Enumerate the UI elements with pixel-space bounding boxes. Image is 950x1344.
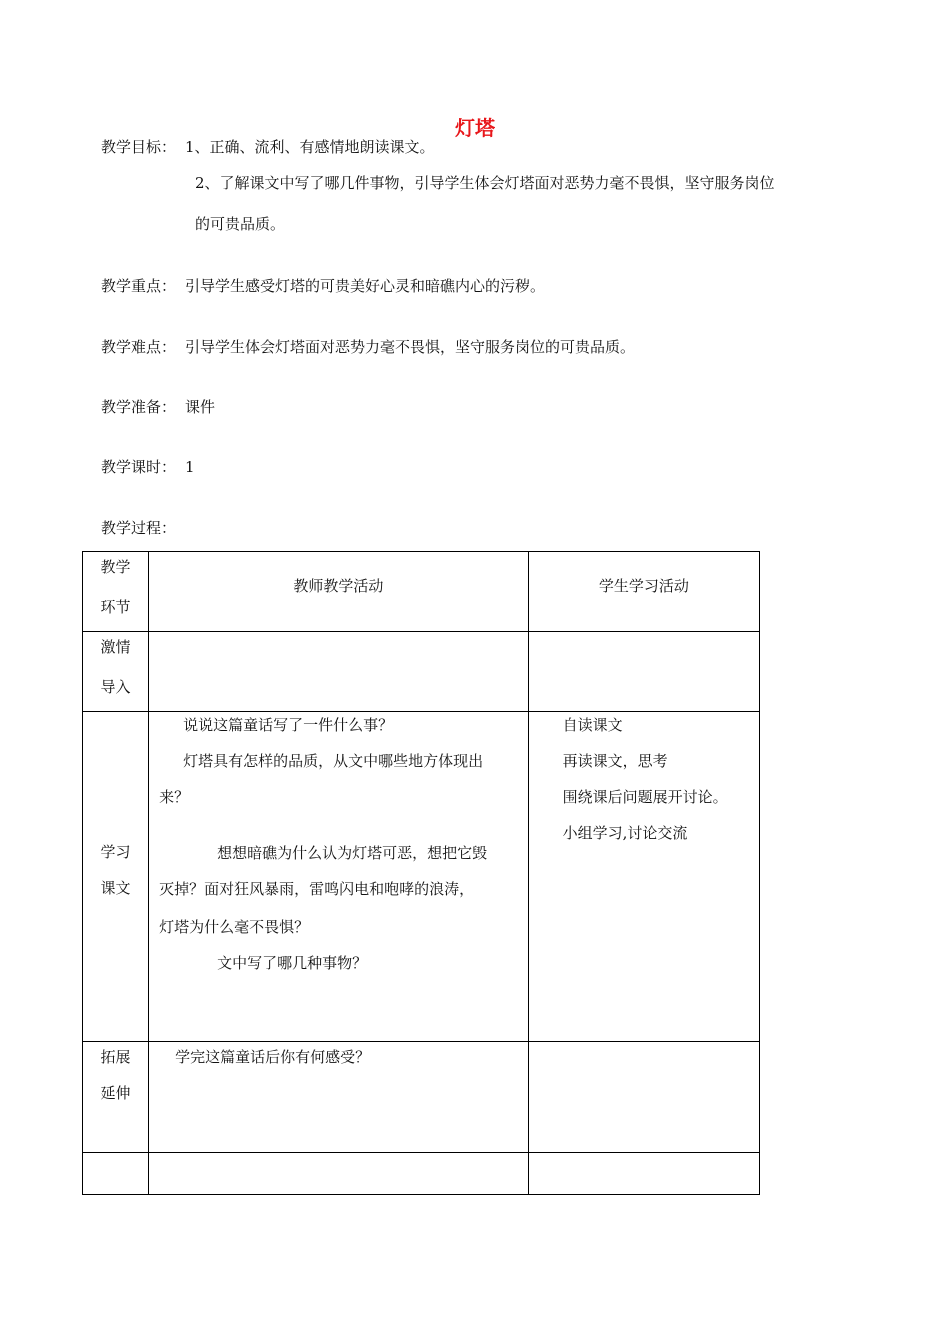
student-activity-cell (528, 632, 759, 712)
process-label: 教学过程： (101, 519, 177, 537)
key-point-label: 教学重点： (101, 277, 177, 295)
teacher-activity-cell (149, 1042, 529, 1153)
teacher-activity-line: 文中写了哪几种事物？ (217, 954, 368, 972)
student-activity-cell (528, 712, 759, 1042)
teaching-process-table (82, 551, 760, 1195)
table-row (83, 712, 760, 1042)
stage-line-1: 激情 (100, 638, 131, 656)
objective-item-1: 1、正确、流利、有感情地朗读课文。 (185, 138, 435, 156)
stage-cell (83, 632, 149, 712)
teacher-activity-line: 学完这篇童话后你有何感受？ (175, 1048, 371, 1066)
stage-cell (83, 1042, 149, 1153)
periods-text: 1 (185, 458, 195, 476)
teacher-activity-line: 灭掉？面对狂风暴雨，雷鸣闪电和咆哮的浪涛， (159, 880, 475, 898)
preparation-label: 教学准备： (101, 398, 177, 416)
stage-cell (83, 712, 149, 1042)
student-activity-line: 自读课文 (562, 716, 623, 734)
student-activity-cell (528, 1042, 759, 1153)
difficulty-text: 引导学生体会灯塔面对恶势力毫不畏惧，坚守服务岗位的可贵品质。 (185, 338, 636, 356)
teacher-activity-cell (149, 712, 529, 1042)
teacher-activity-line: 来？ (159, 788, 190, 806)
objectives-label: 教学目标： (101, 138, 177, 156)
table-row (83, 632, 760, 712)
header-stage-cell (83, 552, 149, 632)
stage-line-2: 延伸 (100, 1084, 131, 1102)
student-activity-line: 小组学习,讨论交流 (562, 824, 688, 842)
objective-item-2-line-1: 2、了解课文中写了哪几件事物，引导学生体会灯塔面对恶势力毫不畏惧，坚守服务岗位 (195, 174, 775, 192)
teacher-activity-line: 想想暗礁为什么认为灯塔可恶，想把它毁 (217, 844, 488, 862)
header-student-label: 学生学习活动 (598, 577, 689, 595)
stage-line-2: 课文 (100, 879, 131, 897)
student-activity-line: 围绕课后问题展开讨论。 (562, 788, 728, 806)
header-student-cell (528, 552, 759, 632)
teacher-activity-line: 灯塔具有怎样的品质，从文中哪些地方体现出 (183, 752, 484, 770)
document-title: 灯塔 (455, 116, 495, 140)
table-row (83, 1042, 760, 1153)
key-point-text: 引导学生感受灯塔的可贵美好心灵和暗礁内心的污秽。 (185, 277, 546, 295)
periods-label: 教学课时： (101, 458, 177, 476)
teacher-activity-line: 灯塔为什么毫不畏惧？ (159, 918, 310, 936)
header-teacher-cell (149, 552, 529, 632)
objective-item-2-line-2: 的可贵品质。 (195, 215, 286, 233)
student-activity-cell (528, 1153, 759, 1195)
stage-line-1: 学习 (100, 843, 131, 861)
stage-line-1: 拓展 (100, 1048, 131, 1066)
table-header-row (83, 552, 760, 632)
teacher-activity-line: 说说这篇童话写了一件什么事？ (183, 716, 394, 734)
preparation-text: 课件 (185, 398, 216, 416)
teacher-activity-cell (149, 632, 529, 712)
stage-cell (83, 1153, 149, 1195)
header-stage-line-2: 环节 (100, 598, 131, 616)
teacher-activity-cell (149, 1153, 529, 1195)
student-activity-line: 再读课文，思考 (562, 752, 668, 770)
table-row (83, 1153, 760, 1195)
header-teacher-label: 教师教学活动 (293, 577, 384, 595)
stage-line-2: 导入 (100, 678, 131, 696)
difficulty-label: 教学难点： (101, 338, 177, 356)
header-stage-line-1: 教学 (100, 558, 131, 576)
